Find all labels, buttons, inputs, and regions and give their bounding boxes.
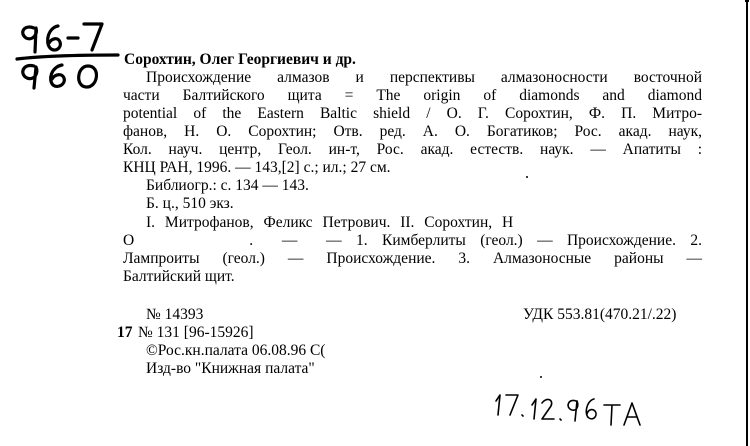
tracing-line-3-text: Лампроиты (геол.) — Происхождение. 3. Алмазоносные районы — [123, 250, 702, 267]
book-chamber-stamp: ©Рос.кн.палата 06.08.96 С( [146, 342, 326, 359]
description-line-5 [123, 141, 702, 159]
description-line-3 [123, 105, 702, 123]
card-heading-author: Сорохтин, Олег Георгиевич и др. [124, 51, 356, 68]
udk-classification: УДК 553.81(470.21/.22) [523, 306, 677, 323]
description-line-4 [123, 123, 702, 141]
description-line-2 [123, 87, 702, 105]
price-and-copies: Б. ц., 510 экз. [146, 195, 234, 212]
tracing-line-2 [123, 232, 702, 250]
record-number-2: № 131 [96-15926] [138, 324, 254, 341]
card-top-edge [745, 0, 749, 2]
description-line-5-text: Кол. науч. центр, Геол. ин-т, Рос. акад. естеств. наук. — Апатиты : [123, 141, 702, 158]
description-line-1-text: Происхождение алмазов и перспективы алмазоносности восточной [146, 69, 702, 86]
speck [540, 376, 542, 378]
bibliography-note: Библиогр.: с. 134 — 143. [146, 177, 309, 194]
handwritten-call-number [14, 18, 122, 90]
tracing-line-2-text: О . — — 1. Кимберлиты (геол.) — Происхождение. 2. [123, 232, 702, 249]
card-right-border [746, 0, 748, 446]
description-line-6: КНЦ РАН, 1996. — 143,[2] с.; ил.; 27 см. [123, 159, 391, 176]
record-number: № 14393 [146, 306, 204, 323]
tracing-line-4: Балтийский щит. [123, 268, 235, 285]
tracing-line-3 [123, 250, 702, 268]
speck [526, 176, 528, 178]
tracing-line-1: I. Митрофанов, Феликс Петрович. II. Сорохтин, Н [146, 214, 514, 231]
description-line-3-text: potential of the Eastern Baltic shield / О. Г. Сорохтин, Ф. П. Митро- [123, 105, 702, 122]
record-number-prefix: 17 [117, 324, 133, 341]
publisher-line: Изд-во "Книжная палата" [146, 360, 315, 377]
description-line-1 [146, 69, 702, 87]
description-line-2-text: части Балтийского щита = The origin of diamonds and diamond [123, 87, 702, 104]
handwritten-date [490, 385, 660, 435]
description-line-4-text: фанов, Н. О. Сорохтин; Отв. ред. А. О. Богатиков; Рос. акад. наук, [123, 123, 702, 140]
